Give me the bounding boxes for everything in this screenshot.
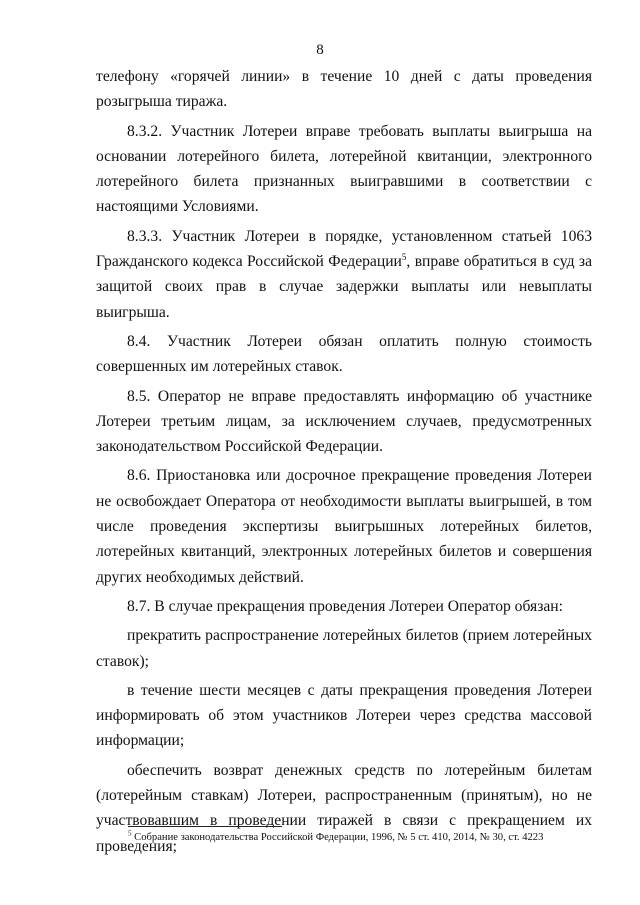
paragraph-8-7: 8.7. В случае прекращения проведения Лотереи Оператор обязан: xyxy=(127,597,563,615)
paragraph-8-5: 8.5. Оператор не вправе предоставлять информацию об участнике Лотереи третьим лицам, за исключением случаев, предусмотренных законодательством Российской Федерации. xyxy=(96,387,592,456)
paragraph-8-6: 8.6. Приостановка или досрочное прекращение проведения Лотереи не освобождает Оператора от необходимости выплаты выигрышей, в том числе проведения экспертизы выигрышных лотерейных билетов, лотерейных квитанций, электронных лотерейных билетов и совершения других необходимых действий. xyxy=(96,467,592,586)
paragraph-continuation: телефону «горячей линии» в течение 10 дней с даты проведения розыгрыша тиража. xyxy=(96,68,592,111)
footnote-divider xyxy=(128,826,282,827)
footnote xyxy=(128,831,598,845)
paragraph-8-3-2: 8.3.2. Участник Лотереи вправе требовать выплаты выигрыша на основании лотерейного билета, лотерейной квитанции, электронного лотерейного билета признанных выигравшими в соответствии с настоящими Условиями. xyxy=(96,122,592,216)
paragraph-8-3-3-part2: , вправе обратиться в суд за защитой своих прав в случае задержки выплаты или невыплаты выигрыша. xyxy=(96,253,592,321)
page-number: 8 xyxy=(316,42,324,58)
footnote-reference: 5 xyxy=(401,251,407,262)
paragraph-8-7-item-3: обеспечить возврат денежных средств по лотерейным билетам (лотерейным ставкам) Лотереи, распространенным (принятым), но не участвовавшим в проведении тиражей в связи с прекращением их проведения; xyxy=(96,761,592,855)
footnote-marker: 5 xyxy=(128,829,132,838)
paragraph-8-3-3 xyxy=(96,224,592,325)
paragraph-8-4: 8.4. Участник Лотереи обязан оплатить полную стоимость совершенных им лотерейных ставок. xyxy=(96,332,592,376)
document-body xyxy=(96,64,592,859)
paragraph-8-7-item-1: прекратить распространение лотерейных билетов (прием лотерейных ставок); xyxy=(96,627,592,670)
paragraph-8-7-item-2: в течение шести месяцев с даты прекращения проведения Лотереи информировать об этом участников Лотереи через средства массовой информации; xyxy=(96,681,592,750)
paragraph-8-3-3-part1: 8.3.3. Участник Лотереи в порядке, установленном статьей 1063 Гражданского кодекса Российской Федерации xyxy=(96,227,592,271)
footnote-text: Собрание законодательства Российской Федерации, 1996, № 5 ст. 410, 2014, № 30, ст. 4223 xyxy=(131,832,544,843)
